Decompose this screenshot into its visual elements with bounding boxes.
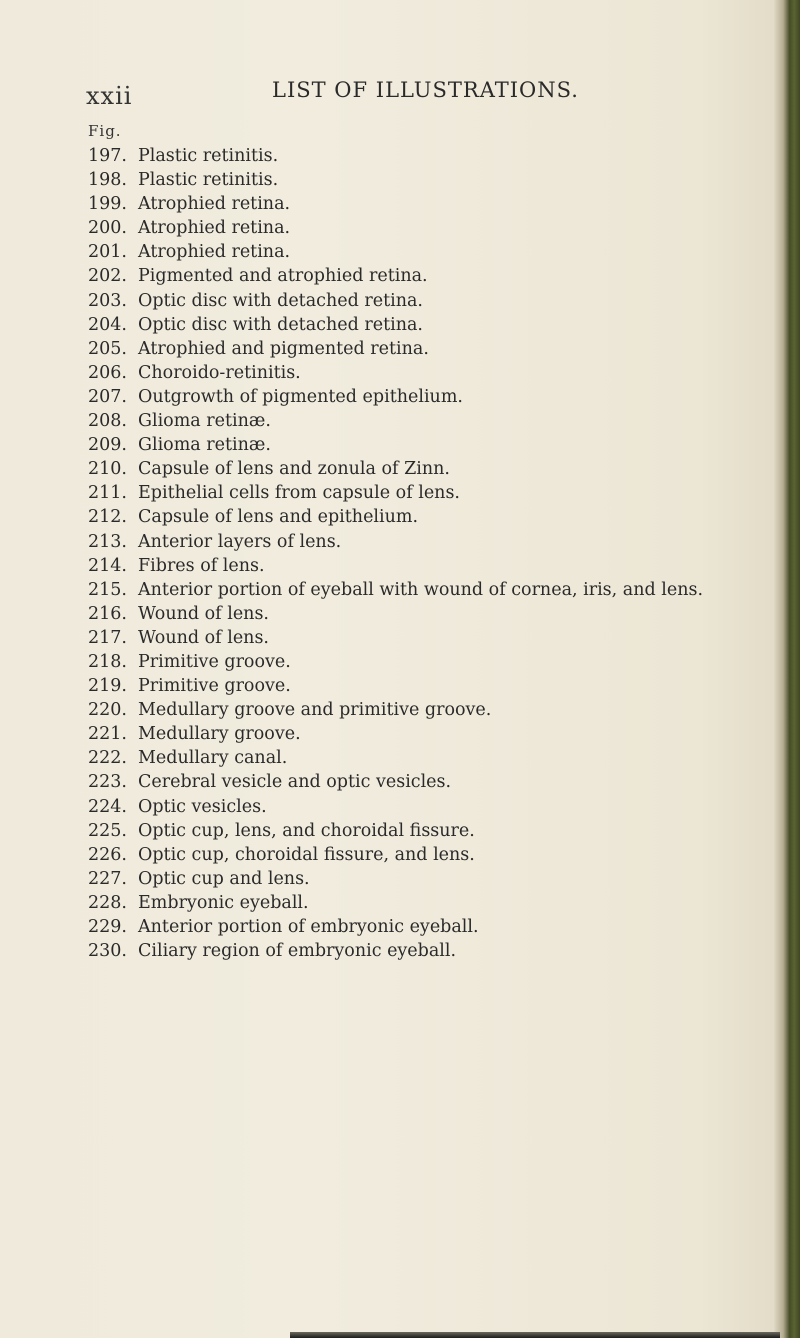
figure-number: 207. (88, 386, 127, 407)
list-item (88, 289, 788, 313)
figure-caption: Plastic retinitis. (138, 146, 279, 166)
illustration-list (88, 144, 788, 963)
figure-number: 230. (88, 941, 127, 962)
list-item (88, 891, 788, 915)
list-item (88, 168, 788, 192)
list-item (88, 505, 788, 529)
figure-caption: Primitive groove. (138, 676, 291, 697)
figure-caption: Plastic retinitis. (138, 170, 279, 191)
figure-caption: Pigmented and atrophied retina. (138, 266, 428, 287)
figure-caption: Optic cup, choroidal fissure, and lens. (138, 844, 475, 865)
list-item (88, 939, 788, 963)
fig-column-heading: Fig. (88, 122, 122, 140)
figure-caption: Epithelial cells from capsule of lens. (138, 483, 460, 504)
figure-caption: Cerebral vesicle and optic vesicles. (138, 772, 452, 793)
figure-number: 202. (88, 266, 127, 287)
figure-number: 226. (88, 844, 127, 865)
figure-caption: Atrophied retina. (138, 194, 291, 215)
figure-number: 221. (88, 724, 127, 745)
figure-number: 229. (88, 917, 127, 937)
list-item (88, 650, 788, 674)
figure-number: 205. (88, 338, 127, 359)
figure-caption: Capsule of lens and epithelium. (138, 507, 419, 528)
list-item (88, 409, 788, 433)
list-item (88, 746, 788, 770)
figure-caption: Optic disc with detached retina. (138, 290, 423, 311)
figure-number: 227. (88, 868, 127, 889)
list-item (88, 216, 788, 240)
figure-number: 224. (88, 796, 127, 817)
list-item (88, 530, 788, 554)
figure-number: 199. (88, 194, 127, 215)
list-item (88, 698, 788, 722)
figure-number: 222. (88, 748, 127, 769)
figure-caption: Atrophied and pigmented retina. (138, 338, 429, 359)
figure-number: 219. (88, 676, 127, 697)
figure-caption: Medullary groove and primitive groove. (138, 700, 492, 721)
figure-caption: Glioma retinæ. (138, 435, 271, 456)
list-item (88, 867, 788, 891)
list-item (88, 602, 788, 626)
figure-caption: Anterior portion of eyeball with wound of cornea, iris, and lens. (138, 579, 704, 600)
figure-number: 215. (88, 579, 127, 600)
list-item (88, 433, 788, 457)
figure-number: 220. (88, 700, 127, 721)
list-item (88, 674, 788, 698)
list-item (88, 361, 788, 385)
list-item (88, 795, 788, 819)
figure-caption: Optic cup and lens. (138, 868, 310, 889)
figure-number: 211. (88, 483, 127, 504)
list-item (88, 554, 788, 578)
book-spine-edge (774, 0, 800, 1338)
figure-number: 208. (88, 411, 127, 432)
figure-number: 218. (88, 651, 127, 672)
figure-caption: Glioma retinæ. (138, 411, 271, 432)
figure-number: 204. (88, 314, 127, 335)
figure-caption: Atrophied retina. (138, 218, 291, 239)
list-item (88, 626, 788, 650)
figure-caption: Anterior layers of lens. (138, 531, 342, 552)
figure-caption: Optic disc with detached retina. (138, 314, 423, 335)
list-item (88, 385, 788, 409)
figure-caption: Medullary canal. (138, 748, 288, 769)
figure-caption: Primitive groove. (138, 651, 291, 672)
list-item (88, 481, 788, 505)
figure-number: 206. (88, 362, 127, 383)
list-item (88, 843, 788, 867)
figure-caption: Fibres of lens. (138, 555, 265, 576)
list-item (88, 337, 788, 361)
figure-number: 201. (88, 242, 127, 263)
list-item (88, 192, 788, 216)
figure-number: 216. (88, 603, 127, 624)
figure-caption: Capsule of lens and zonula of Zinn. (138, 459, 450, 480)
list-item (88, 819, 788, 843)
list-item (88, 915, 788, 939)
list-item (88, 457, 788, 481)
figure-caption: Atrophied retina. (138, 242, 291, 263)
list-item (88, 240, 788, 264)
list-item (88, 770, 788, 794)
figure-number: 217. (88, 627, 127, 648)
figure-number: 225. (88, 820, 127, 841)
figure-caption: Choroido-retinitis. (138, 362, 301, 383)
figure-caption: Anterior portion of embryonic eyeball. (138, 917, 479, 937)
figure-caption: Wound of lens. (138, 627, 269, 648)
figure-number: 203. (88, 290, 127, 311)
list-item (88, 313, 788, 337)
list-item (88, 722, 788, 746)
figure-number: 197. (88, 146, 127, 166)
page-bottom-edge (290, 1332, 780, 1338)
list-item (88, 578, 788, 602)
figure-caption: Outgrowth of pigmented epithelium. (138, 386, 463, 407)
figure-number: 223. (88, 772, 127, 793)
figure-caption: Embryonic eyeball. (138, 892, 309, 913)
figure-number: 209. (88, 435, 127, 456)
figure-caption: Wound of lens. (138, 603, 269, 624)
list-item (88, 144, 788, 168)
figure-number: 198. (88, 170, 127, 191)
figure-number: 212. (88, 507, 127, 528)
figure-caption: Medullary groove. (138, 724, 301, 745)
figure-caption: Ciliary region of embryonic eyeball. (138, 941, 457, 962)
figure-number: 214. (88, 555, 127, 576)
list-item (88, 264, 788, 288)
figure-number: 200. (88, 218, 127, 239)
figure-number: 228. (88, 892, 127, 913)
figure-caption: Optic cup, lens, and choroidal fissure. (138, 820, 475, 841)
figure-number: 213. (88, 531, 127, 552)
figure-number: 210. (88, 459, 127, 480)
running-head: LIST OF ILLUSTRATIONS. (272, 78, 579, 102)
page-number: xxii (86, 82, 133, 110)
figure-caption: Optic vesicles. (138, 796, 267, 817)
